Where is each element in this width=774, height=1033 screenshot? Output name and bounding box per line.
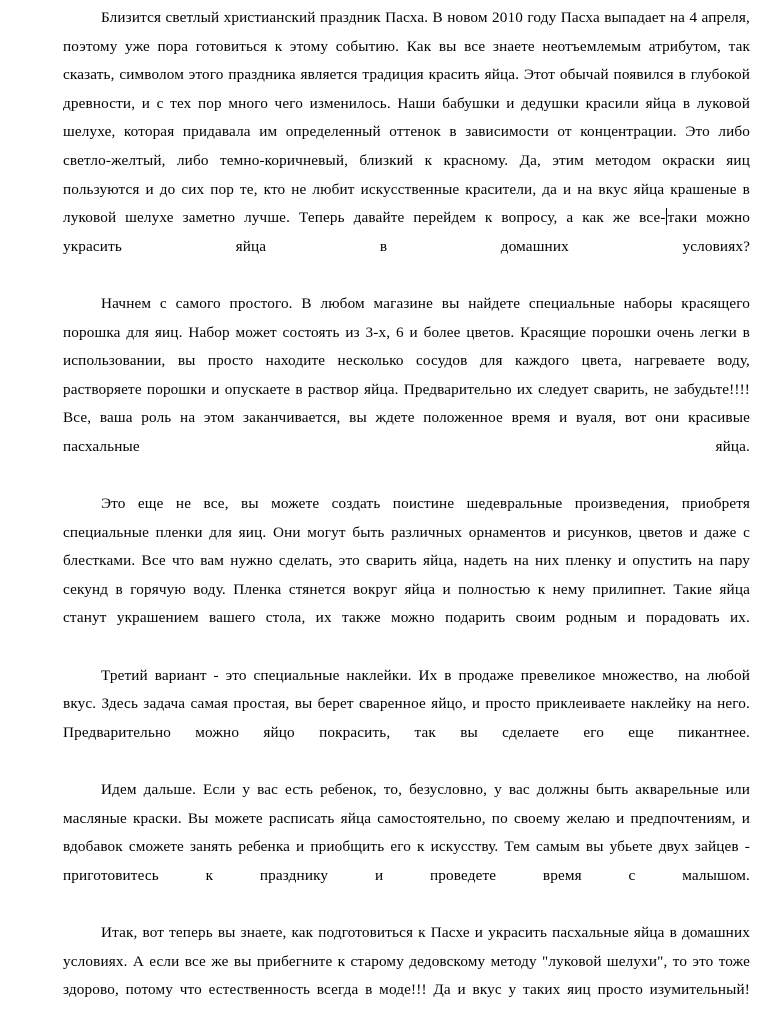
paragraph-6-text: Итак, вот теперь вы знаете, как подготовиться к Пасхе и украсить пасхальные яйца в домашних условиях. А если все же вы прибегните к старому дедовскому методу "луковой шелухи", то это тоже здорово, потому что естественность всегда в моде!!! Да и вкус у таких яиц просто изумительный! — [63, 924, 750, 999]
paragraph-5[interactable] — [63, 776, 750, 919]
paragraph-1[interactable] — [63, 4, 750, 290]
paragraph-5-text: Идем дальше. Если у вас есть ребенок, то, безусловно, у вас должны быть акварельные или масляные краски. Вы можете расписать яйца самостоятельно, по своему желаю и предпочтениям, и вдобавок сможете занять ребенка и приобщить его к искусству. Тем самым вы убьете двух зайцев - приготовитесь к празднику и проведете время с малышом. — [63, 781, 750, 884]
paragraph-3[interactable] — [63, 490, 750, 662]
paragraph-1-text-after-caret: таки можно украсить яйца в домашних условиях? — [63, 209, 751, 255]
paragraph-2-text: Начнем с самого простого. В любом магазине вы найдете специальные наборы красящего порошка для яиц. Набор может состоять из 3-х, 6 и более цветов. Красящие порошки очень легки в использовании, вы просто находите несколько сосудов для каждого цвета, нагреваете воду, растворяете порошки и опускаете в раствор яйца. Предварительно их следует сварить, не забудьте!!!! Все, ваша роль на этом заканчивается, вы ждете положенное время и вуаля, вот они красивые пасхальные яйца. — [63, 294, 750, 455]
paragraph-4[interactable] — [63, 662, 750, 776]
paragraph-6[interactable] — [63, 919, 750, 1033]
paragraph-4-text: Третий вариант - это специальные наклейки. Их в продаже превеликое множество, на любой вкус. Здесь задача самая простая, вы берет сваренное яйцо, и просто приклеиваете наклейку на него. Предварительно можно яйцо покрасить, так вы сделаете его еще пикантнее. — [63, 666, 750, 741]
paragraph-1-text-before-caret: Близится светлый христианский праздник Пасха. В новом 2010 году Пасха выпадает на 4 апреля, поэтому уже пора готовиться к этому событию. Как вы все знаете неотъемлемым атрибутом, так сказать, символом этого праздника является традиция красить яйца. Этот обычай появился в глубокой древности, и с тех пор много чего изменилось. Наши бабушки и дедушки красили яйца в луковой шелухе, которая придавала им определенный оттенок в зависимости от концентрации. Это либо светло-желтый, либо темно-коричневый, близкий к красному. Да, этим методом окраски яиц пользуются и до сих пор те, кто не любит искусственные красители, да и на вкус яйца крашеные в луковой шелухе заметно лучше. Теперь давайте перейдем к вопросу, а как же все- — [63, 9, 750, 227]
document-text-body[interactable] — [63, 4, 750, 1033]
paragraph-3-text: Это еще не все, вы можете создать поистине шедевральные произведения, приобретя специальные пленки для яиц. Они могут быть различных орнаментов и рисунков, цветов и даже с блестками. Все что вам нужно сделать, это сварить яйца, надеть на них пленку и опустить на пару секунд в горячую воду. Пленка стянется вокруг яйца и полностью к нему прилипнет. Такие яйца станут украшением вашего стола, их также можно подарить своим родным и порадовать их. — [63, 495, 750, 627]
paragraph-2[interactable] — [63, 290, 750, 490]
